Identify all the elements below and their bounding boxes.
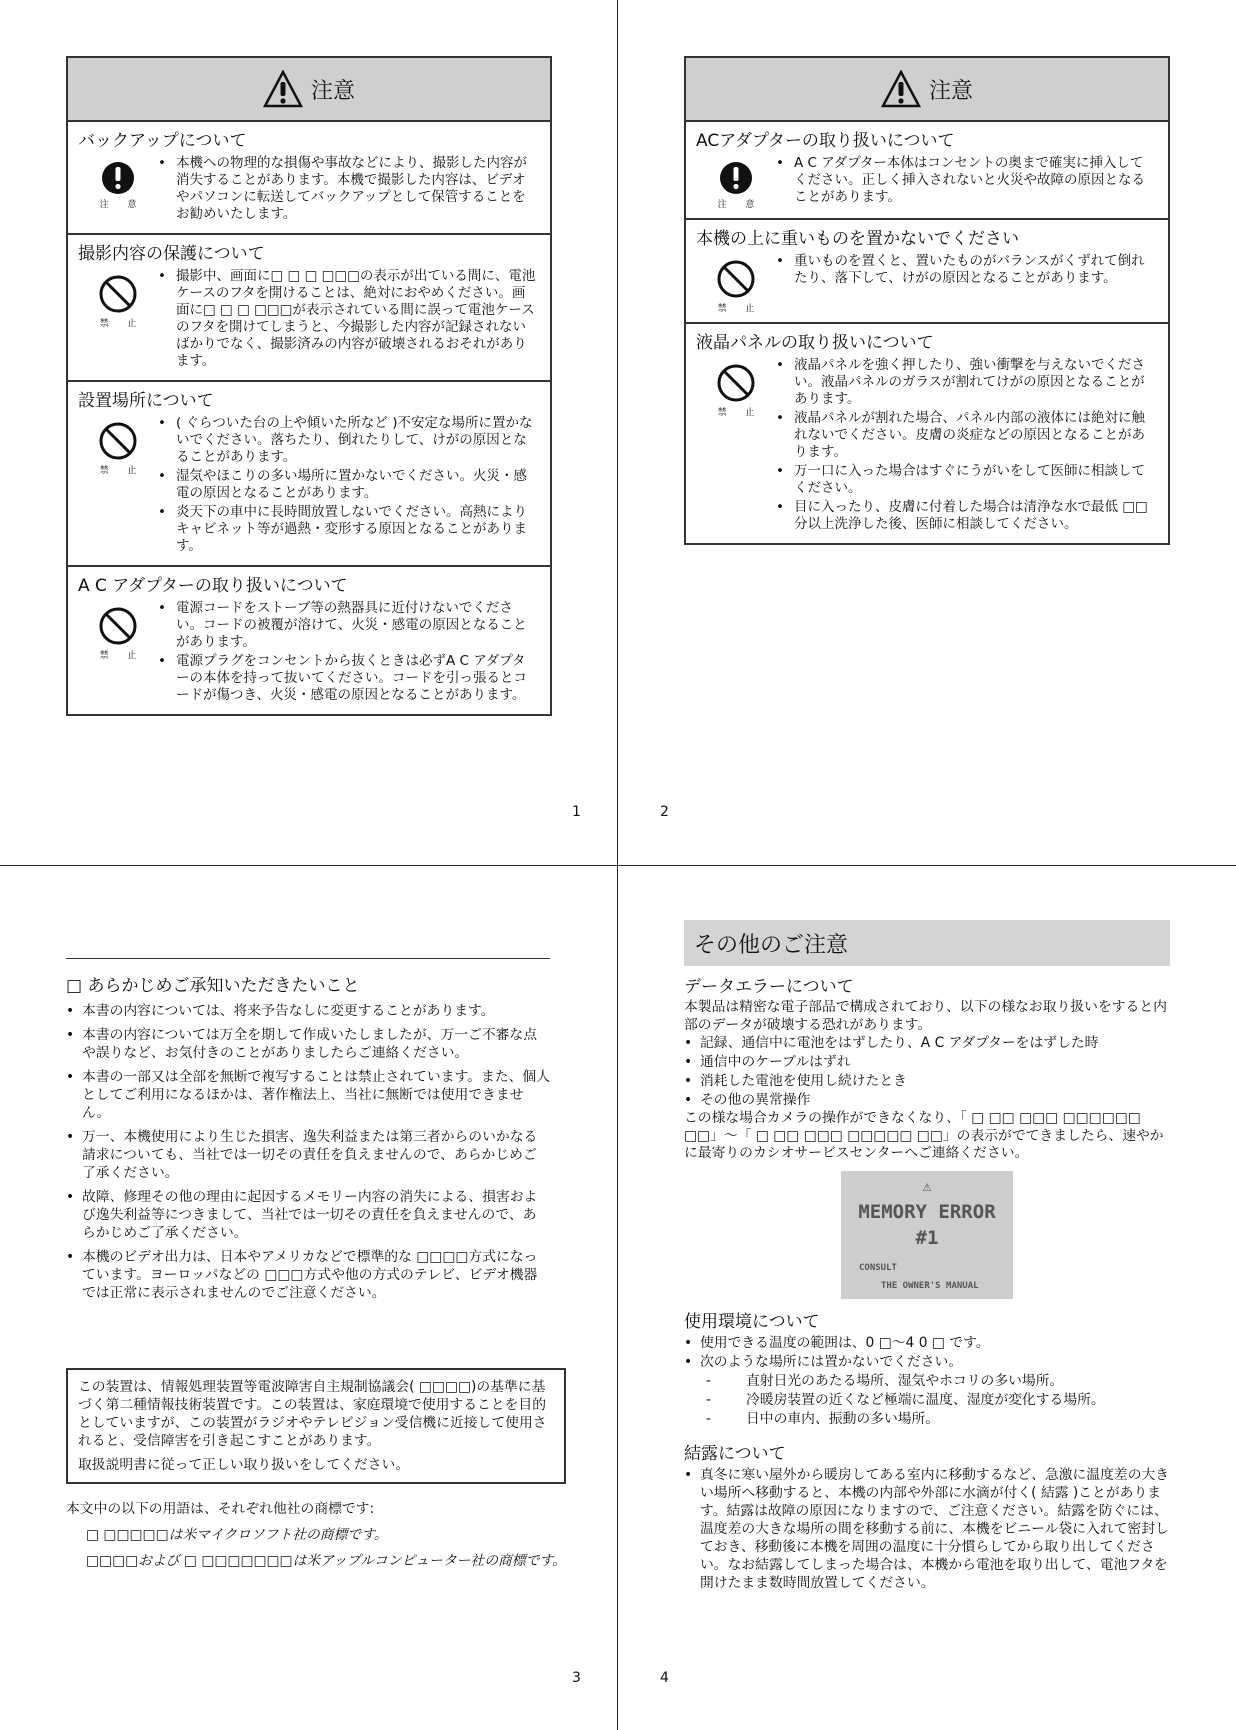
list-item: • A C アダプター本体はコンセントの奥まで確実に挿入してください。正しく挿入されないと火災や故障の原因となることがあります。: [776, 155, 1145, 205]
section-installation: [68, 382, 550, 567]
icon-caption: 注 意: [99, 200, 145, 210]
section-heading: 液晶パネルの取り扱いについて: [696, 333, 934, 353]
section-ac-adapter: [68, 567, 550, 714]
list-item: • 電源プラグをコンセントから抜くときは必ずA C アダプターの本体を持って抜いてください。コードを引っ張るとコードが傷つき、火災・感電の原因となることがあります。: [158, 653, 527, 703]
warning-icon: ⚠: [922, 1176, 932, 1195]
list-item: • 真冬に寒い屋外から暖房してある室内に移動するなど、急激に温度差の大きい場所へ移動すると、本機の内部や外部に水滴が付く( 結露 )ことがあります。結露は故障の原因になりますので、ご注意ください。結露を防ぐには、温度差の大きな場所の間を移動する前に、本機をビニール袋に入れて密封しておき、移動後に本機を周囲の温度に十分慣らしてから取り出してください。なお結露してしまった場合は、本機から電池を取り出して、電池フタを開けたまま数時間放置してください。: [684, 1466, 1170, 1591]
notes-section: [66, 958, 550, 1308]
page-number: 3: [572, 1670, 581, 1686]
list-item: • 万一、本機使用により生じた損害、逸失利益または第三者からのいかなる請求についても、当社では一切その責任を負えませんので、あらかじめご了承ください。: [66, 1129, 538, 1181]
page-number: 2: [660, 804, 669, 820]
list-item: • 記録、通信中に電池をはずしたり、A C アダプターをはずした時: [684, 1035, 1099, 1051]
section-backup: [68, 122, 550, 235]
list-item: • 通信中のケーブルはずれ: [684, 1054, 851, 1070]
trademark-line: □□□□および □ □□□□□□□は米アップルコンピューター社の商標です。: [86, 1553, 566, 1569]
icon-caption: 禁 止: [99, 466, 145, 476]
lcd-line: CONSULT: [859, 1262, 897, 1273]
section-ac-adapter: [686, 122, 1168, 220]
list-item: • 万一口に入った場合はすぐにうがいをして医師に相談してください。: [776, 463, 1145, 496]
list-item: • 本書の内容については、将来予告なしに変更することがあります。: [66, 1003, 495, 1019]
section-heading: バックアップについて: [78, 131, 247, 151]
section-heading: 使用環境について: [684, 1311, 820, 1332]
list-item: • 湿気やほこりの多い場所に置かないでください。火災・感電の原因となることがあります。: [158, 468, 527, 501]
icon-caption: 禁 止: [717, 408, 763, 418]
prohibited-icon: [716, 363, 756, 403]
warning-triangle-icon: [881, 70, 921, 108]
paragraph: この様な場合カメラの操作ができなくなり、「 □ □□ □□□ □□□□□□ □□」〜「 □ □□ □□□ □□□□□ □□」の表示がでてきましたら、速やかに最寄りのカシオサービスセンターへご連絡ください。: [684, 1110, 1164, 1161]
notes-heading: □ あらかじめご承知いただきたいこと: [66, 976, 360, 996]
section-lcd-panel: [686, 324, 1168, 543]
list-item: • ( ぐらついた台の上や傾いた所など )不安定な場所に置かないでください。落ちたり、倒れたりして、けがの原因となることがあります。: [158, 415, 533, 465]
list-item: • 消耗した電池を使用し続けたとき: [684, 1073, 907, 1089]
list-item: • 本書の一部又は全部を無断で複写することは禁止されています。また、個人としてご利用になるほかは、著作権法上、当社に無断では使用できません。: [66, 1069, 550, 1121]
section-heading: 設置場所について: [78, 391, 214, 411]
section-heading: 結露について: [684, 1443, 786, 1464]
list-item: • 液晶パネルを強く押したり、強い衝撃を与えないでください。液晶パネルのガラスが割れてけがの原因となることがあります。: [776, 357, 1145, 407]
icon-caption: 禁 止: [717, 304, 763, 314]
trademark-line: □ □□□□□は米マイクロソフト社の商標です。: [86, 1527, 388, 1543]
page-divider-horizontal: [0, 865, 1236, 866]
list-item: • 液晶パネルが割れた場合、パネル内部の液体には絶対に触れないでください。皮膚の炎症などの原因となることがあります。: [776, 410, 1145, 460]
page-title: その他のご注意: [684, 920, 1170, 966]
vcci-notice-box: [66, 1368, 566, 1484]
section-heading: データエラーについて: [684, 977, 854, 997]
caution-header: [68, 58, 550, 122]
list-item: • 炎天下の車中に長時間放置しないでください。高熱によりキャビネット等が過熱・変形する原因となることがあります。: [158, 504, 527, 554]
caution-title: 注意: [310, 78, 355, 104]
list-item: • 撮影中、画面に□ □ □ □□□の表示が出ている間に、電池ケースのフタを開けることは、絶対におやめください。画面に□ □ □ □□□が表示されている間に誤って電池ケースのフタを開けてしまうと、今撮影した内容が記録されないばかりでなく、撮影済みの内容が破壊されるおそれがあります。: [158, 268, 536, 369]
caution-header: [686, 58, 1168, 122]
paragraph: 本製品は精密な電子部品で構成されており、以下の様なお取り扱いをすると内部のデータが破壊する恐れがあります。: [684, 999, 1167, 1033]
section-heading: ACアダプターの取り扱いについて: [696, 131, 955, 151]
list-item: - 直射日光のあたる場所、湿気やホコリの多い場所。: [706, 1372, 1064, 1389]
section-heading: 本機の上に重いものを置かないでください: [696, 229, 1019, 249]
list-item: • 次のような場所には置かないでください。: [684, 1353, 963, 1370]
caution-title: 注意: [928, 78, 973, 104]
prohibited-icon: [98, 606, 138, 646]
lcd-line: #1: [915, 1226, 939, 1249]
caution-box-left: [66, 56, 552, 716]
list-item: • 使用できる温度の範囲は、0 □〜4 0 □ です。: [684, 1334, 990, 1351]
other-cautions: [684, 920, 1170, 1593]
section-heading: 撮影内容の保護について: [78, 244, 265, 264]
section-heavy-objects: [686, 220, 1168, 324]
list-item: • 本書の内容については万全を期して作成いたしましたが、万一ご不審な点や誤りなど、お気付きのことがありましたらご連絡ください。: [66, 1027, 538, 1061]
list-item: • 故障、修理その他の理由に起因するメモリー内容の消失による、損害および逸失利益等につきまして、当社では一切その責任を負えませんので、あらかじめご了承ください。: [66, 1189, 538, 1241]
memory-error-screen: [841, 1171, 1013, 1299]
section-heading: A C アダプターの取り扱いについて: [78, 576, 348, 596]
list-item: • 電源コードをストーブ等の熱器具に近付けないでください。コードの被覆が溶けて、火災・感電の原因となることがあります。: [158, 600, 527, 650]
trademark-intro: 本文中の以下の用語は、それぞれ他社の商標です:: [66, 1501, 375, 1517]
caution-exclamation-icon: [719, 161, 753, 195]
lcd-line: THE OWNER'S MANUAL: [881, 1280, 979, 1291]
prohibited-icon: [98, 421, 138, 461]
warning-triangle-icon: [263, 70, 303, 108]
list-item: - 日中の車内、振動の多い場所。: [706, 1410, 940, 1427]
icon-caption: 禁 止: [99, 651, 145, 661]
trademarks: [66, 1500, 566, 1570]
icon-caption: 禁 止: [99, 319, 145, 329]
prohibited-icon: [98, 274, 138, 314]
section-data-protection: [68, 235, 550, 382]
page-number: 1: [572, 804, 581, 820]
list-item: • 本機への物理的な損傷や事故などにより、撮影した内容が消失することがあります。本機で撮影した内容は、ビデオやパソコンに転送してバックアップとして保管することをお勧めいたします。: [158, 155, 527, 222]
list-item: - 冷暖房装置の近くなど極端に温度、湿度が変化する場所。: [706, 1391, 1105, 1408]
vcci-notice-text: この装置は、情報処理装置等電波障害自主規制協議会( □□□□)の基準に基づく第二種情報技術装置です。この装置は、家庭環境で使用することを目的としていますが、この装置がラジオやテレビジョン受信機に近接して使用されると、受信障害を引き起こすことがあります。: [78, 1379, 547, 1449]
caution-box-right: [684, 56, 1170, 545]
vcci-manual-text: 取扱説明書に従って正しい取り扱いをしてください。: [78, 1457, 410, 1473]
list-item: • 重いものを置くと、置いたものがバランスがくずれて倒れたり、落下して、けがの原因となることがあります。: [776, 253, 1145, 286]
lcd-line: MEMORY ERROR: [858, 1200, 996, 1223]
list-item: • 本機のビデオ出力は、日本やアメリカなどで標準的な □□□□方式になっています。ヨーロッパなどの □□□方式や他の方式のテレビ、ビデオ機器では正常に表示されませんのでご注意ください。: [66, 1249, 538, 1301]
prohibited-icon: [716, 259, 756, 299]
divider: [66, 958, 550, 959]
icon-caption: 注 意: [717, 200, 763, 210]
list-item: • 目に入ったり、皮膚に付着した場合は清浄な水で最低 □□分以上洗浄した後、医師に相談してください。: [776, 499, 1148, 532]
caution-exclamation-icon: [101, 161, 135, 195]
page-number: 4: [660, 1670, 669, 1686]
list-item: • その他の異常操作: [684, 1092, 811, 1108]
